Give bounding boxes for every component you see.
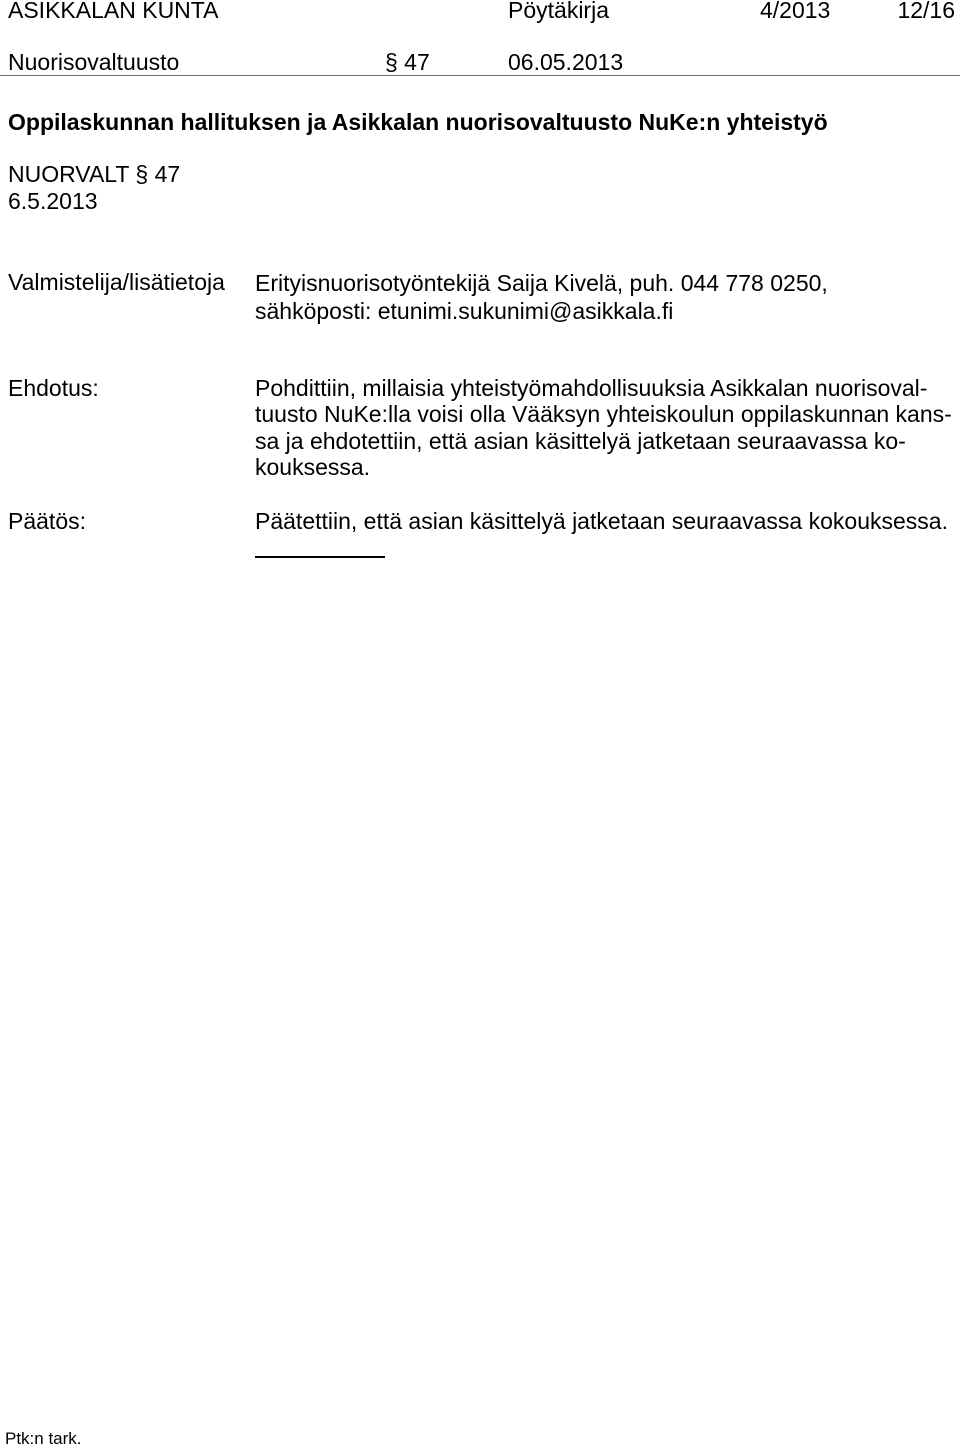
- end-rule: [255, 556, 385, 558]
- proposal-line: Pohdittiin, millaisia yhteistyömahdollisuuksia Asikkalan nuorisoval-: [255, 375, 928, 401]
- reference-date: 6.5.2013: [8, 188, 98, 214]
- committee-name: Nuorisovaltuusto: [8, 49, 180, 75]
- preparer-email-line: sähköposti: etunimi.sukunimi@asikkala.fi: [255, 298, 674, 324]
- proposal-line: sa ja ehdotettiin, että asian käsittelyä jatketaan seuraavassa ko-: [255, 427, 906, 454]
- preparer-contact: [255, 269, 828, 325]
- decision-text: Päätettiin, että asian käsittelyä jatketaan seuraavassa kokouksessa.: [255, 508, 948, 534]
- footer-verification-label: Ptk:n tark.: [5, 1429, 82, 1448]
- item-title: Oppilaskunnan hallituksen ja Asikkalan nuorisovaltuusto NuKe:n yhteistyö: [8, 109, 828, 135]
- page-number: 12/16: [897, 0, 955, 23]
- decision-label: Päätös:: [8, 508, 86, 534]
- reference-line: NUORVALT § 47: [8, 161, 181, 187]
- preparer-contact-line: Erityisnuorisotyöntekijä Saija Kivelä, puh. 044 778 0250,: [255, 270, 828, 296]
- proposal-label: Ehdotus:: [8, 375, 99, 401]
- meeting-number: 4/2013: [760, 0, 831, 23]
- proposal-text: [255, 375, 952, 481]
- document-type: Pöytäkirja: [508, 0, 609, 23]
- proposal-line: kouksessa.: [255, 454, 371, 481]
- preparer-label: Valmistelija/lisätietoja: [8, 269, 225, 295]
- municipality-name: ASIKKALAN KUNTA: [8, 0, 219, 23]
- header-rule: [0, 75, 960, 76]
- meeting-date: 06.05.2013: [508, 49, 624, 75]
- section-number: § 47: [385, 49, 430, 75]
- proposal-line: tuusto NuKe:lla voisi olla Vääksyn yhteiskoulun oppilaskunnan kans-: [255, 401, 952, 428]
